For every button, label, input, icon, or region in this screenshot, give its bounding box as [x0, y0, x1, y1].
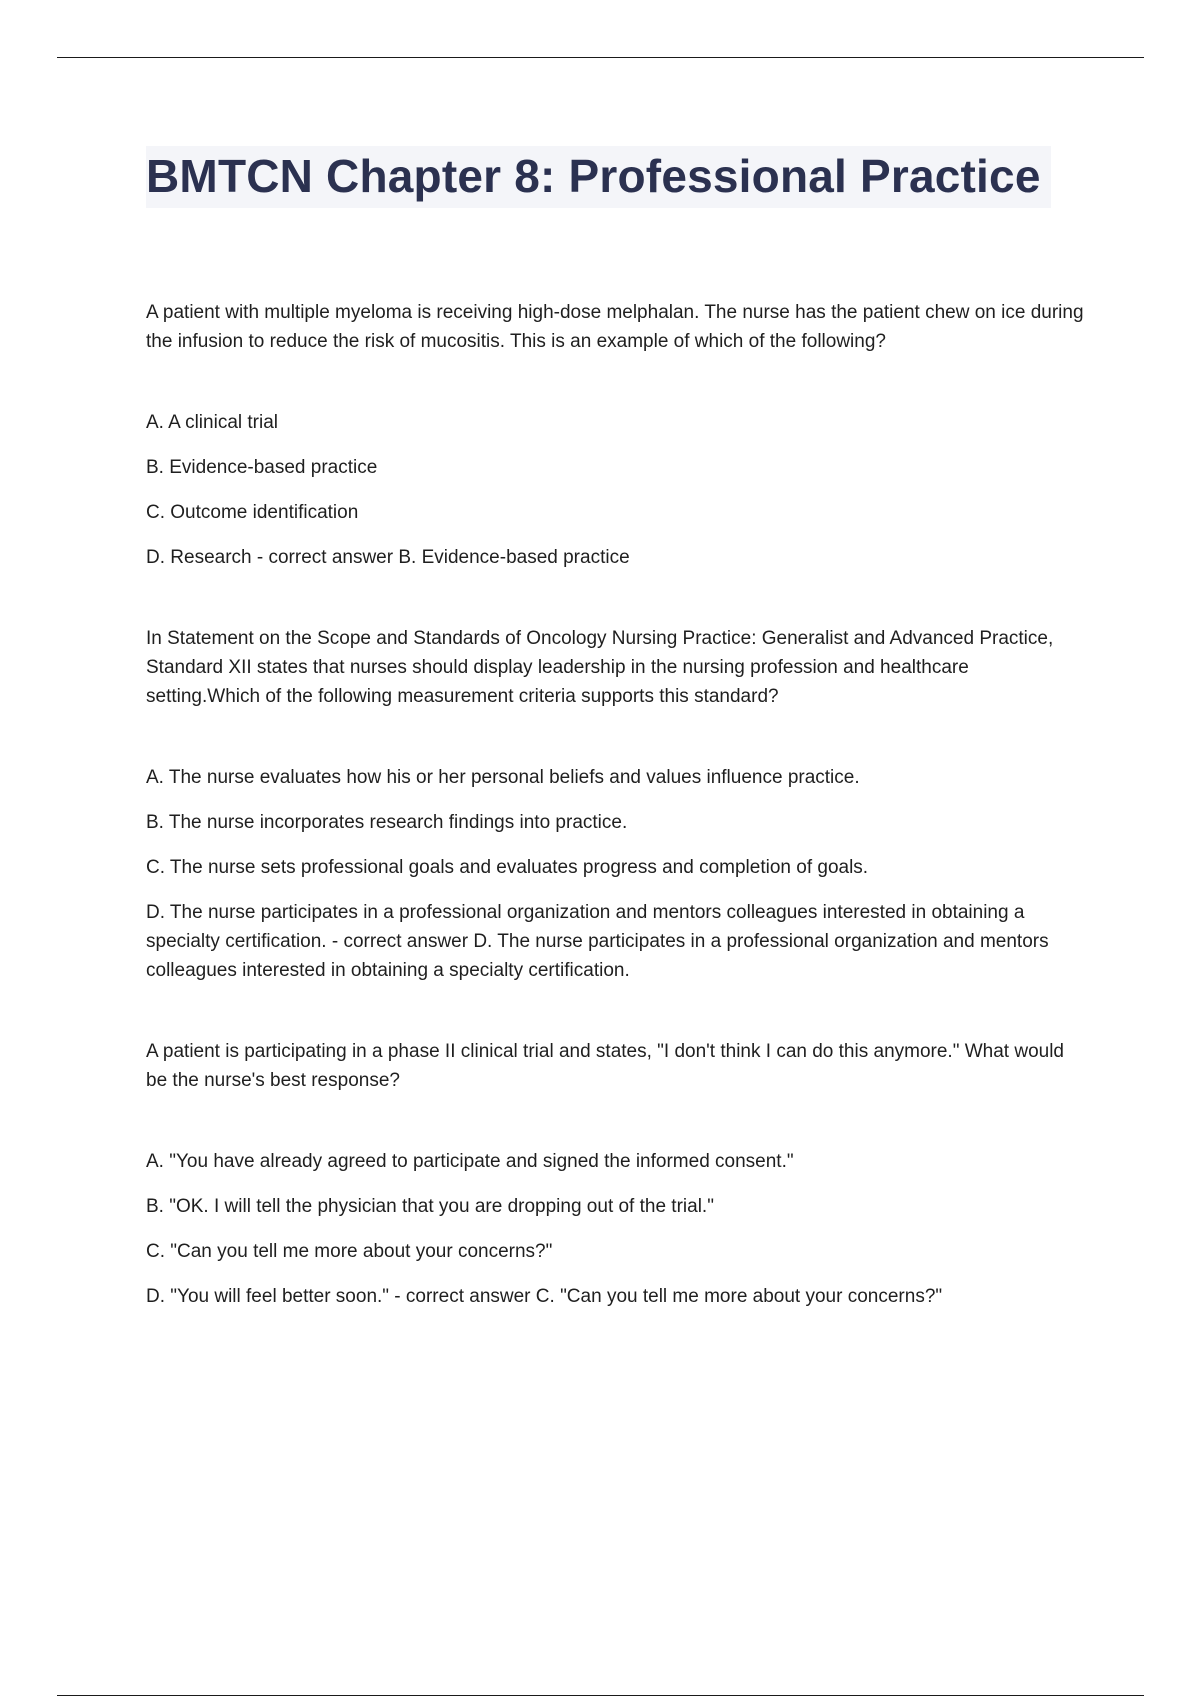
answer-option-d: D. Research - correct answer B. Evidence-based practice	[146, 547, 630, 568]
document-title: BMTCN Chapter 8: Professional Practice	[146, 146, 1051, 208]
answer-option-d: D. "You will feel better soon." - correct answer C. "Can you tell me more about your concerns?"	[146, 1286, 943, 1307]
answer-option-b: B. "OK. I will tell the physician that you are dropping out of the trial."	[146, 1196, 714, 1217]
answer-options	[146, 408, 1086, 572]
answer-option-a: A. The nurse evaluates how his or her personal beliefs and values influence practice.	[146, 767, 860, 788]
top-rule	[57, 57, 1144, 58]
document-body	[146, 146, 1086, 1311]
answer-option-c: C. "Can you tell me more about your concerns?"	[146, 1241, 553, 1262]
question-text: In Statement on the Scope and Standards of Oncology Nursing Practice: Generalist and Advanced Practice, Standard XII states that nurses should display leadership in the nursing profession and healthcare setting.Which of the following measurement criteria supports this standard?	[146, 628, 1054, 707]
question-2	[146, 624, 1086, 985]
answer-option-a: A. A clinical trial	[146, 412, 278, 433]
question-text: A patient with multiple myeloma is receiving high-dose melphalan. The nurse has the patient chew on ice during the infusion to reduce the risk of mucositis. This is an example of which of the following?	[146, 302, 1084, 352]
question-3	[146, 1037, 1086, 1311]
bottom-rule	[57, 1695, 1144, 1696]
answer-option-c: C. The nurse sets professional goals and evaluates progress and completion of goals.	[146, 857, 869, 878]
answer-option-b: B. Evidence-based practice	[146, 457, 378, 478]
question-text: A patient is participating in a phase II clinical trial and states, "I don't think I can do this anymore." What would be the nurse's best response?	[146, 1041, 1064, 1091]
question-1	[146, 298, 1086, 572]
answer-option-b: B. The nurse incorporates research findings into practice.	[146, 812, 628, 833]
answer-options	[146, 763, 1086, 985]
answer-option-c: C. Outcome identification	[146, 502, 359, 523]
answer-option-a: A. "You have already agreed to participate and signed the informed consent."	[146, 1151, 794, 1172]
answer-option-d: D. The nurse participates in a professional organization and mentors colleagues interested in obtaining a specialty certification. - correct answer D. The nurse participates in a professional organization and mentors colleagues interested in obtaining a specialty certification.	[146, 902, 1049, 981]
answer-options	[146, 1147, 1086, 1311]
